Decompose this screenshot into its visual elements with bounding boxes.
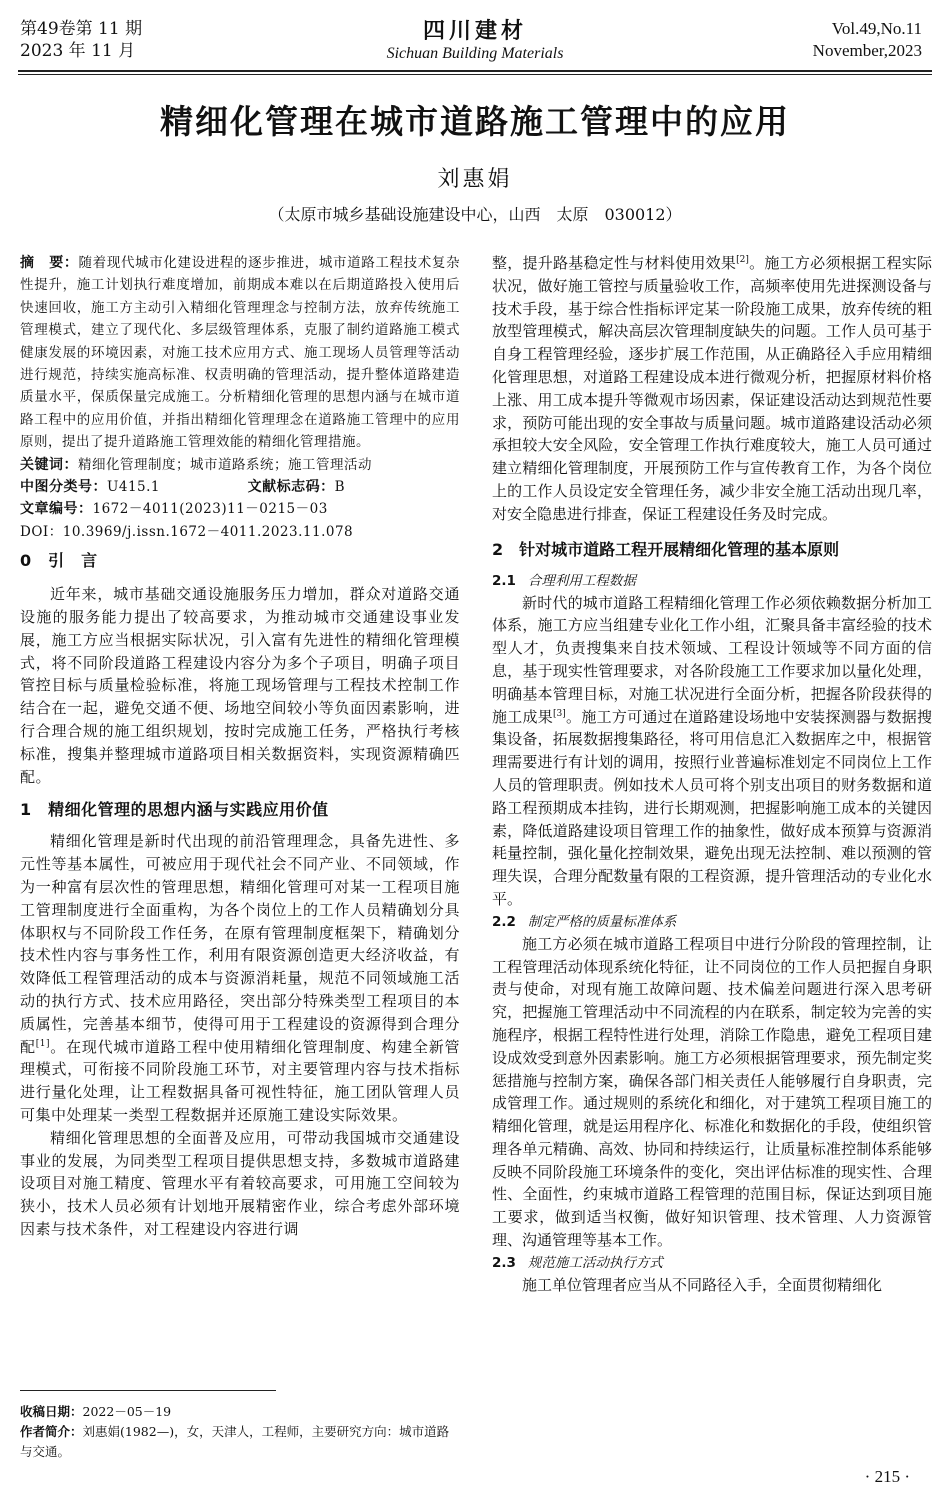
subsection-2-2-paragraph: 施工方必须在城市道路工程项目中进行分阶段的管理控制，让工程管理活动体现系统化特征，让不同岗位的工作人员把握自身职责与使命，对现有施工故障问题、技术偏差问题进行深入思考研究，把握施工管理活动中不同流程的内在联系，制定较为完善的实施程序，根据工程特性进行处理，消除工作隐患，避免工程项目建设成效受到意外因素影响。施工方必须根据管理要求，预先制定奖惩措施与控制方案，确保各部门相关责任人能够履行自身职责，完成管理工作。通过规则的系统化和细化，对于建筑工程项目施工的精细化管理，就是运用程序化、标准化和数据化的手段，使组织管理各单元精确、高效、协同和持续运行，让质量标准控制体系能够反映不同阶段施工环境条件的变化，突出评估标准的现实性、合理性、全面性，约束城市道路工程管理的范围目标，保证达到项目施工要求，做到适当权衡，做好知识管理、技术管理、人力资源管理、沟通管理等基本工作。 — [492, 934, 932, 1250]
citation-1: [1] — [35, 1038, 51, 1049]
s23-title: 规范施工活动执行方式 — [527, 1254, 663, 1271]
s21-text: 新时代的城市道路工程精细化管理工作必须依赖数据分析加工体系，施工方应当组建专业化工作小组，汇聚具备丰富经验的技术型人才，负责搜集来自技术领域、工程设计领域等不同方面的信息，基于现实性管理要求，对各阶段施工工作要求加以量化处理，明确基本管理目标，对施工状况进行全面分析，把握各阶段获得的施工成果 — [492, 593, 932, 726]
journal-name-en: Sichuan Building Materials — [386, 45, 564, 62]
doi-label: DOI： — [20, 523, 63, 540]
abstract-text: 随着现代城市化建设进程的逐步推进，城市道路工程技术复杂性提升，施工计划执行难度增加，前期成本难以在后期道路投入使用后快速回收，施工方主动引入精细化管理理念与控制方法，放弃传统施工管理模式，建立了现代化、多层级管理体系，克服了制约道路施工模式健康发展的环境因素，对施工技术应用方式、施工现场人员管理等活动进行规范，持续实施高标准、权责明确的管理活动，提升整体道路建造质量水平，保质保量完成施工。分析精细化管理的思想内涵与在城市道路工程中的应用价值，并指出精细化管理理念在道路施工管理中的应用原则，提出了提升道路施工管理效能的精细化管理措施。 — [20, 255, 461, 451]
subsection-2-2-heading — [492, 911, 932, 933]
s23-number: 2.3 — [492, 1254, 516, 1271]
abstract-label: 摘 要： — [20, 255, 79, 271]
author-name: 刘惠娟 — [437, 167, 513, 192]
bio-text: 刘惠娟(1982—)，女，天津人，工程师，主要研究方向：城市道路与交通。 — [20, 1424, 450, 1459]
received-label: 收稿日期： — [20, 1404, 83, 1419]
article-no-value: 1672－4011(2023)11－0215－03 — [92, 501, 328, 518]
page-number: · 215 · — [864, 1467, 910, 1486]
intro-heading: 0 引 言 — [20, 551, 98, 571]
header-rule — [18, 70, 932, 75]
date-cn: 2023 年 11 月 — [20, 41, 136, 61]
date-en: November,2023 — [812, 41, 922, 60]
clc-label: 中图分类号： — [20, 479, 107, 496]
rc-tail: 。施工方必须根据工程实际状况，做好施工管控与质量验收工作，高频率使用先进探测设备与技术手段，基于综合性指标评定某一阶段施工成果，放弃传统的粗放型管理模式，解决高层次管理制度缺失的问题。工作人员可基于自身工程管理经验，逐步扩展工作范围，从正确路径入手应用精细化管理思想，对道路工程建设成本进行微观分析，把握原材料价格上涨、用工成本提升等微观市场因素，保证建设活动达到规范性要求，预防可能出现的安全事故与质量问题。城市道路建设活动必须承担较大安全风险，安全管理工作执行难度较大，施工人员可通过建立精细化管理制度，开展预防工作与宣传教育工作，为各个岗位上的工作人员设定安全管理任务，减少非安全施工活动出现几率，对安全隐患进行排查，保证工程建设任务及时完成。 — [492, 254, 932, 523]
article-number — [20, 498, 460, 520]
s21-tail: 。施工方可通过在道路建设场地中安装探测器与数据搜集设备，拓展数据搜集路径，将可用信息汇入数据库之中，根据管理需要进行有计划的调用，按照行业普遍标准划定不同岗位上工作人员的管理职责。例如技术人员可将个别支出项目的财务数据和道路工程预期成本挂钩，进行长期观测，把握影响施工成本的关键因素，降低道路建设项目管理工作的抽象性，做好成本预算与资源消耗量控制，强化量化控制效果，避免出现无法控制、难以预测的管理失误，合理分配数量有限的工程资源，提升管理活动的专业化水平。 — [492, 707, 932, 908]
s21-number: 2.1 — [492, 572, 516, 589]
abstract — [20, 252, 460, 454]
left-column — [20, 252, 460, 1241]
footnote-rule — [20, 1390, 276, 1391]
doi-value: 10.3969/j.issn.1672－4011.2023.11.078 — [62, 523, 354, 540]
s22-title: 制定严格的质量标准体系 — [527, 913, 677, 930]
received-date — [20, 1402, 460, 1422]
citation-2: [2] — [736, 255, 749, 265]
doc-code-label: 文献标志码： — [247, 479, 335, 496]
continued-paragraph — [492, 252, 932, 526]
journal-logo: 四川建材 — [422, 18, 527, 44]
section-1-paragraph-1 — [20, 830, 460, 1126]
keywords-text: 精细化管理制度；城市道路系统；施工管理活动 — [78, 456, 372, 473]
s1-p1-tail: 。在现代城市道路工程中使用精细化管理制度、构建全新管理模式，可衔接不同阶段施工环节，对主要管理内容与技术指标进行量化处理，让工程数据具备可视性特征，施工团队管理人员可集中处理某一类型工程数据并还原施工建设实际效果。 — [20, 1037, 460, 1125]
keywords-label: 关键词： — [20, 456, 78, 473]
rc-text: 整，提升路基稳定性与材料使用效果 — [492, 254, 737, 272]
header-center — [0, 18, 950, 64]
subsection-2-1-heading — [492, 570, 932, 592]
keywords — [20, 454, 460, 476]
volume-issue-cn: 第49卷第 11 期 — [20, 19, 143, 39]
received-value: 2022－05－19 — [82, 1404, 172, 1419]
doi — [20, 521, 460, 543]
article-title: 精细化管理在城市道路施工管理中的应用 — [160, 102, 790, 141]
subsection-2-3-heading — [492, 1252, 932, 1274]
section-2-heading: 2 针对城市道路工程开展精细化管理的基本原则 — [492, 539, 840, 559]
s21-title: 合理利用工程数据 — [527, 572, 636, 589]
right-column — [492, 252, 932, 1297]
bio-label: 作者简介： — [20, 1424, 83, 1439]
footnote — [20, 1402, 460, 1462]
author-affiliation: （太原市城乡基础设施建设中心，山西 太原 030012） — [268, 205, 682, 224]
intro-paragraph: 近年来，城市基础交通设施服务压力增加，群众对道路交通设施的服务能力提出了较高要求，为推动城市交通建设事业发展，施工方应当根据实际状况，引入富有先进性的精细化管理模式，将不同阶段道路工程建设内容分为多个子项目，明确子项目管控目标与质量检验标准，将施工现场管理与工程技术控制工作结合在一起，避免交通不便、场地空间较小等负面因素影响，进行合理合规的施工组织规划，按时完成施工任务，严格执行考核标准，搜集并整理城市道路项目相关数据资料，实现资源精确匹配。 — [20, 585, 460, 786]
subsection-2-1-paragraph — [492, 592, 932, 911]
citation-3: [3] — [553, 708, 566, 719]
section-1-paragraph-2: 精细化管理思想的全面普及应用，可带动我国城市交通建设事业的发展，为同类型工程项目提供思想支持，多数城市道路建设项目对施工精度、管理水平有着较高要求，可用施工空间较为狭小，技术人员必须有计划地开展精密作业，综合考虑外部环境因素与技术条件，对工程建设内容进行调 — [20, 1128, 460, 1238]
doc-code-value: B — [334, 479, 346, 496]
clc-value: U415.1 — [107, 479, 161, 496]
volume-issue-en: Vol.49,No.11 — [831, 19, 922, 38]
section-1-heading: 1 精细化管理的思想内涵与实践应用价值 — [20, 800, 329, 820]
author-bio — [20, 1422, 460, 1462]
s1-p1-text: 精细化管理是新时代出现的前沿管理理念，具备先进性、多元性等基本属性，可被应用于现代社会不同产业、不同领域，作为一种富有层次性的管理思想，精细化管理可对某一工程项目施工管理制度进行全面重构，为各个岗位上的工作人员精确划分具体职权与不同阶段工作任务，在原有管理制度框架下，精确划分技术性内容与事务性工作，利用有限资源创造更大经济收益，有效降低工程管理活动的成本与资源消耗量，规范不同领域施工活动的执行方式、技术应用路径，突出部分特殊类型工程项目的本质属性，完善基本细节，使得可用于工程建设的资源得到合理分配 — [20, 832, 460, 1056]
subsection-2-3-paragraph: 施工单位管理者应当从不同路径入手，全面贯彻精细化 — [522, 1275, 883, 1294]
article-no-label: 文章编号： — [20, 501, 93, 518]
header-right — [813, 18, 922, 62]
s22-number: 2.2 — [492, 913, 516, 930]
classification-line — [20, 476, 460, 498]
